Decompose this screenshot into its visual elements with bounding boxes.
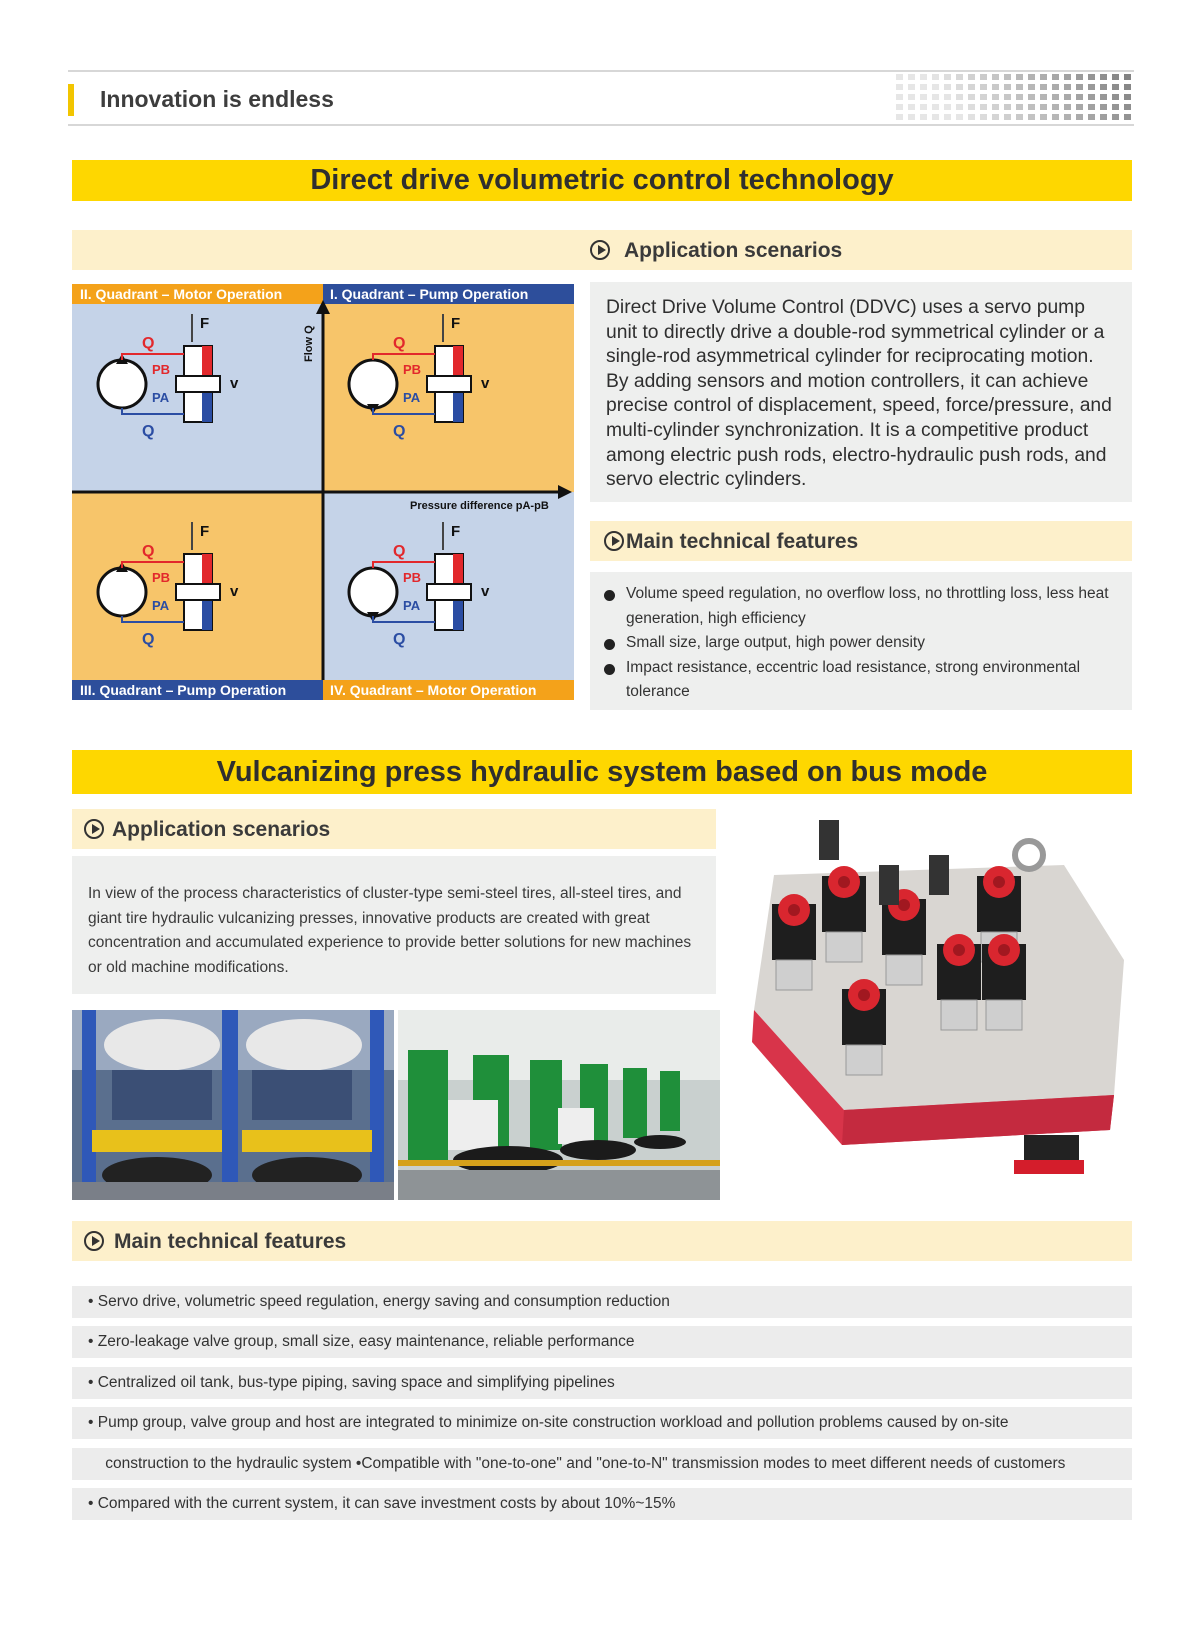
- flow-label: Q: [142, 631, 155, 648]
- force-label: F: [200, 315, 210, 332]
- pressure-a-label: PA: [152, 598, 170, 613]
- feature-row: construction to the hydraulic system •Compatible with "one-to-one" and "one-to-N" transmission modes to meet different needs of customers: [72, 1448, 1132, 1480]
- header-title: Innovation is endless: [100, 86, 334, 112]
- velocity-label: v: [481, 375, 490, 392]
- play-circle-icon: [590, 240, 610, 260]
- section1-application-box: [590, 282, 1132, 502]
- solenoid-valve: [842, 979, 886, 1075]
- flow-label: Q: [142, 543, 155, 560]
- sensor: [819, 820, 839, 860]
- solenoid-valve: [772, 894, 816, 990]
- section2-application-box: [72, 856, 716, 994]
- feature-row: • Servo drive, volumetric speed regulation, energy saving and consumption reduction: [72, 1286, 1132, 1318]
- page-header: [68, 70, 1134, 126]
- feature-item: Volume speed regulation, no overflow loss, no throttling loss, less heat generation, high efficiency: [604, 582, 1120, 631]
- feature-row: • Pump group, valve group and host are integrated to minimize on-site construction workload and pollution problems caused by on-site: [72, 1407, 1132, 1439]
- feature-row: • Centralized oil tank, bus-type piping, saving space and simplifying pipelines: [72, 1367, 1132, 1399]
- section1-features-box: [590, 572, 1132, 710]
- x-axis-label: Pressure difference pA-pB: [410, 500, 549, 512]
- section2-application-text: In view of the process characteristics of cluster-type semi-steel tires, all-steel tires, and giant tire hydraulic vulcanizing presses, innovative products are created with great concentration and accumulated experience to provide better solutions for new machines or old machine modifications.: [88, 885, 692, 976]
- vulcanizing-press-photo-left: [72, 1010, 394, 1200]
- solenoid-valve: [982, 934, 1026, 1030]
- section2-features-heading-bar: [72, 1221, 1132, 1261]
- sensor: [879, 865, 899, 905]
- flow-label: Q: [142, 423, 155, 440]
- flow-label: Q: [142, 335, 155, 352]
- pressure-b-label: PB: [152, 362, 171, 377]
- section2-features-heading: Main technical features: [114, 1230, 347, 1253]
- force-label: F: [451, 523, 461, 540]
- play-circle-icon: [604, 531, 624, 551]
- quadrant-3-label: III. Quadrant – Pump Operation: [80, 682, 287, 698]
- flow-label: Q: [393, 423, 406, 440]
- feature-item: Impact resistance, eccentric load resistance, strong environmental tolerance: [604, 656, 1120, 705]
- quadrant-2-label: II. Quadrant – Motor Operation: [80, 286, 283, 302]
- hydraulic-valve-block-photo: [734, 810, 1130, 1190]
- pressure-a-label: PA: [152, 390, 170, 405]
- quadrant-1-label: I. Quadrant – Pump Operation: [330, 286, 529, 302]
- velocity-label: v: [230, 583, 239, 600]
- feature-row: • Zero-leakage valve group, small size, easy maintenance, reliable performance: [72, 1326, 1132, 1358]
- force-label: F: [200, 523, 210, 540]
- play-circle-icon: [84, 819, 104, 839]
- sensor: [929, 855, 949, 895]
- section2-application-heading: Application scenarios: [112, 818, 331, 841]
- velocity-label: v: [481, 583, 490, 600]
- header-accent-bar: [68, 84, 74, 116]
- pressure-b-label: PB: [152, 570, 171, 585]
- section1-features-heading: Main technical features: [626, 530, 859, 553]
- quadrant-operation-diagram: [72, 284, 574, 700]
- force-label: F: [451, 315, 461, 332]
- flow-label: Q: [393, 631, 406, 648]
- solenoid-valve: [937, 934, 981, 1030]
- dot-pattern-decoration: [894, 72, 1134, 124]
- section1-application-heading: Application scenarios: [624, 239, 843, 262]
- pressure-a-label: PA: [403, 390, 421, 405]
- section1-application-text: Direct Drive Volume Control (DDVC) uses a servo pump unit to directly drive a double-rod symmetrical cylinder or a single-rod asymmetrical cylinder for reciprocating motion. By adding sensors and motion controllers, it can achieve precise control of displacement, speed, force/pressure, and multi-cylinder synchronization. It is a competitive product among electric push rods, electro-hydraulic push rods, and servo electric cylinders.: [606, 297, 1112, 491]
- section1-application-heading-bar: [72, 230, 1132, 270]
- pressure-a-label: PA: [403, 598, 421, 613]
- y-axis-label: Flow Q: [303, 325, 315, 362]
- pressure-b-label: PB: [403, 570, 422, 585]
- velocity-label: v: [230, 375, 239, 392]
- play-circle-icon: [84, 1231, 104, 1251]
- vulcanizing-press-photo-right: [398, 1010, 720, 1200]
- quadrant-4-label: IV. Quadrant – Motor Operation: [330, 682, 537, 698]
- feature-row: • Compared with the current system, it can save investment costs by about 10%~15%: [72, 1488, 1132, 1520]
- section2-application-heading-bar: [72, 809, 716, 849]
- feature-item: Small size, large output, high power density: [604, 631, 1120, 656]
- section1-features-heading-bar: [590, 521, 1132, 561]
- pressure-b-label: PB: [403, 362, 422, 377]
- flow-label: Q: [393, 335, 406, 352]
- solenoid-valve: [822, 866, 866, 962]
- section1-banner: Direct drive volumetric control technology: [72, 160, 1132, 201]
- section2-banner: Vulcanizing press hydraulic system based on bus mode: [72, 750, 1132, 794]
- flow-label: Q: [393, 543, 406, 560]
